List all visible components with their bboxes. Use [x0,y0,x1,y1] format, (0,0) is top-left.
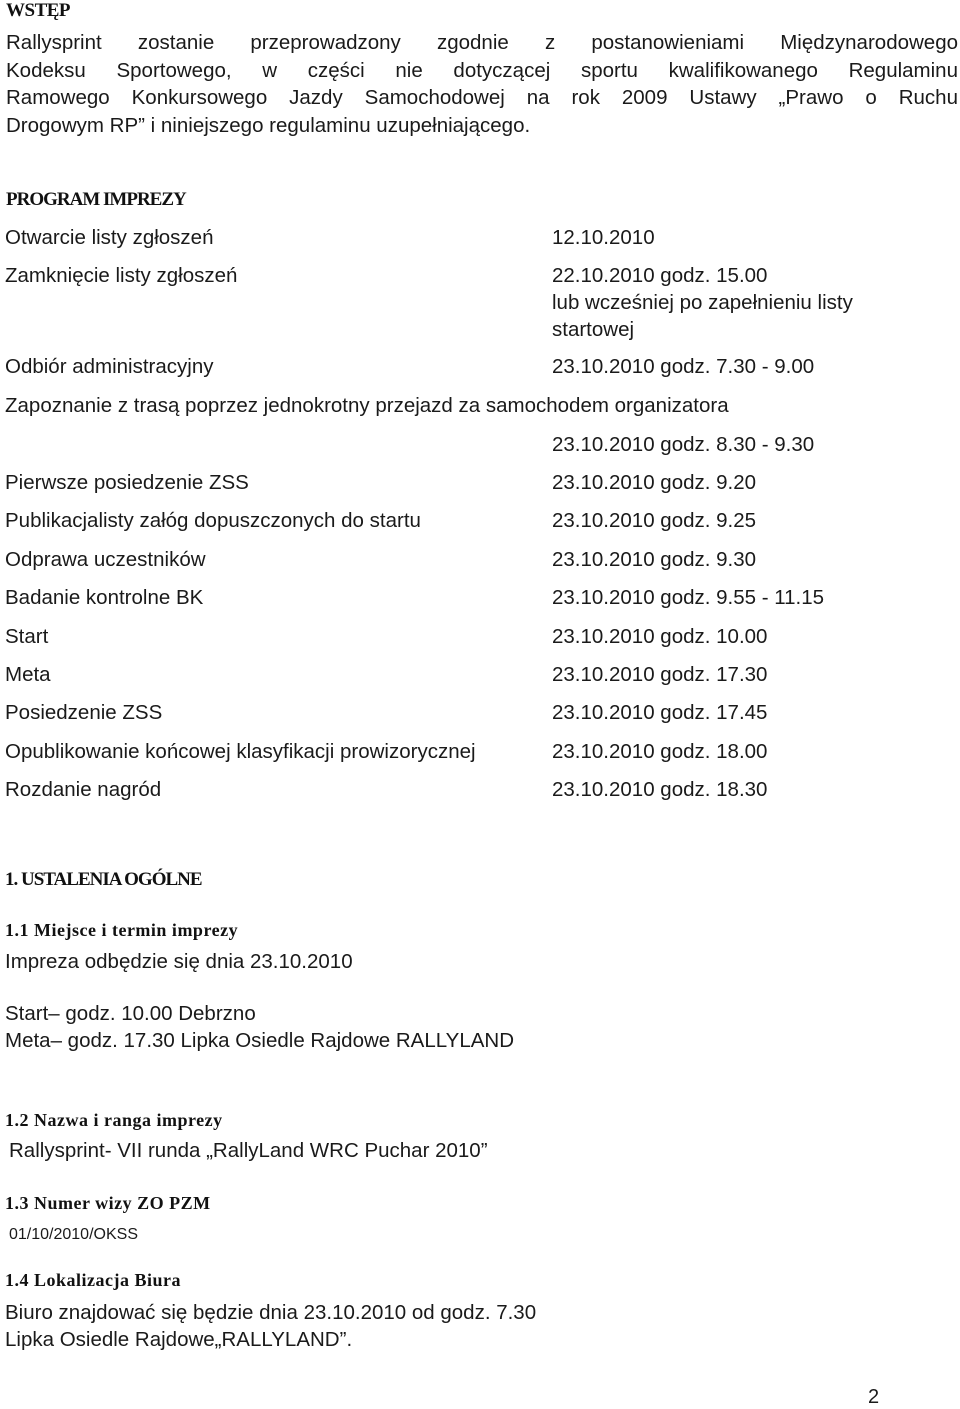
program-open-value: 12.10.2010 [552,226,655,249]
program-row-label: Odprawa uczestników [5,548,206,571]
program-recon-label: Zapoznanie z trasą poprzez jednokrotny przejazd za samochodem organizatora [5,394,729,417]
program-row-value: 23.10.2010 godz. 17.45 [552,701,768,724]
section-1-1-finish: Meta– godz. 17.30 Lipka Osiedle Rajdowe RALLYLAND [5,1029,514,1052]
intro-line: Ramowego Konkursowego Jazdy Samochodowej na rok 2009 Ustawy „Prawo o Ruchu [6,86,958,109]
program-admin-value: 23.10.2010 godz. 7.30 - 9.00 [552,355,815,378]
program-close-note: lub wcześniej po zapełnieniu listy [552,291,853,314]
section-1-4-line: Lipka Osiedle Rajdowe„RALLYLAND”. [5,1328,353,1351]
program-row-value: 23.10.2010 godz. 10.00 [552,625,768,648]
program-close-label: Zamknięcie listy zgłoszeń [5,264,238,287]
program-row-label: Publikacjalisty załóg dopuszczonych do startu [5,509,421,532]
program-row-value: 23.10.2010 godz. 9.55 - 11.15 [552,586,825,609]
program-row-label: Start [5,625,49,648]
section-1-4-line: Biuro znajdować się będzie dnia 23.10.2010 od godz. 7.30 [5,1301,537,1324]
section-1-3-text: 01/10/2010/OKSS [9,1226,138,1243]
program-row-value: 23.10.2010 godz. 18.30 [552,778,768,801]
program-row-label: Posiedzenie ZSS [5,701,163,724]
program-recon-value: 23.10.2010 godz. 8.30 - 9.30 [552,433,815,456]
program-row-value: 23.10.2010 godz. 9.30 [552,548,757,571]
page-number: 2 [868,1386,880,1408]
program-row-label: Rozdanie nagród [5,778,162,801]
intro-line: Drogowym RP” i niniejszego regulaminu uzupełniającego. [6,113,531,137]
intro-heading: WSTĘP [6,0,71,21]
program-row-value: 23.10.2010 godz. 9.25 [552,509,757,532]
program-admin-label: Odbiór administracyjny [5,355,214,378]
section-1-1-start: Start– godz. 10.00 Debrzno [5,1002,256,1025]
section-1-1-heading: 1.1 Miejsce i termin imprezy [5,920,239,940]
program-open-label: Otwarcie listy zgłoszeń [5,226,214,249]
intro-paragraph [6,29,958,139]
program-row-value: 23.10.2010 godz. 9.20 [552,471,757,494]
program-row-label: Pierwsze posiedzenie ZSS [5,471,249,494]
program-row-label: Meta [5,663,51,686]
program-row-value: 23.10.2010 godz. 18.00 [552,740,768,763]
intro-line: Kodeksu Sportowego, w części nie dotyczącej sportu kwalifikowanego Regulaminu [6,58,958,82]
program-row-value: 23.10.2010 godz. 17.30 [552,663,768,686]
section-1-1-date: Impreza odbędzie się dnia 23.10.2010 [5,950,353,973]
program-heading: PROGRAM IMPREZY [6,189,186,210]
general-heading: 1. USTALENIA OGÓLNE [5,869,202,890]
section-1-2-heading: 1.2 Nazwa i ranga imprezy [5,1110,223,1130]
program-row-label: Opublikowanie końcowej klasyfikacji prowizorycznej [5,740,476,763]
section-1-3-heading: 1.3 Numer wizy ZO PZM [5,1193,211,1213]
section-1-2-text: Rallysprint- VII runda „RallyLand WRC Puchar 2010” [9,1139,488,1162]
program-close-note: startowej [552,318,635,341]
program-close-value: 22.10.2010 godz. 15.00 [552,264,768,287]
intro-line: Rallysprint zostanie przeprowadzony zgodnie z postanowieniami Międzynarodowego [6,31,958,54]
section-1-4-heading: 1.4 Lokalizacja Biura [5,1270,181,1290]
program-row-label: Badanie kontrolne BK [5,586,204,609]
